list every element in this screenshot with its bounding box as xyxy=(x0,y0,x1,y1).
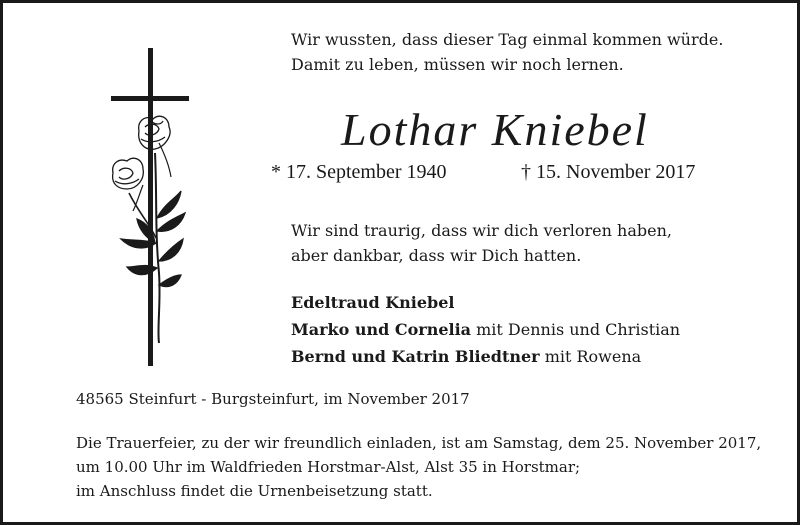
family-entry-names: Edeltraud Kniebel xyxy=(291,293,455,312)
deceased-name: Lothar Kniebel xyxy=(341,104,649,155)
family-entry xyxy=(291,343,680,370)
intro-line: Damit zu leben, müssen wir noch lernen. xyxy=(291,55,624,74)
funeral-service-info xyxy=(76,431,761,503)
family-entry-extra: mit Rowena xyxy=(539,347,642,366)
intro-line: Wir wussten, dass dieser Tag einmal kommen würde. xyxy=(291,30,724,49)
family-entry-names: Marko und Cornelia xyxy=(291,320,472,339)
family-entry xyxy=(291,316,680,343)
death-date: † 15. November 2017 xyxy=(521,161,696,183)
verse-line: Wir sind traurig, dass wir dich verloren haben, xyxy=(291,221,672,240)
birth-date: * 17. September 1940 xyxy=(271,161,447,183)
service-line: im Anschluss findet die Urnenbeisetzung statt. xyxy=(76,482,433,500)
verse-line: aber dankbar, dass wir Dich hatten. xyxy=(291,246,582,265)
intro-verse xyxy=(291,27,723,77)
service-line: Die Trauerfeier, zu der wir freundlich einladen, ist am Samstag, dem 25. November 2017, xyxy=(76,434,762,452)
cross-icon xyxy=(111,48,189,366)
place-and-date: 48565 Steinfurt - Burgsteinfurt, im November 2017 xyxy=(76,390,470,408)
family-list xyxy=(291,289,680,370)
family-entry xyxy=(291,289,680,316)
mourning-verse xyxy=(291,218,672,268)
cross-and-rose-illustration xyxy=(99,43,199,368)
family-entry-names: Bernd und Katrin Bliedtner xyxy=(291,347,540,366)
service-line: um 10.00 Uhr im Waldfrieden Horstmar-Alst, Alst 35 in Horstmar; xyxy=(76,458,581,476)
family-entry-extra: mit Dennis und Christian xyxy=(471,320,681,339)
